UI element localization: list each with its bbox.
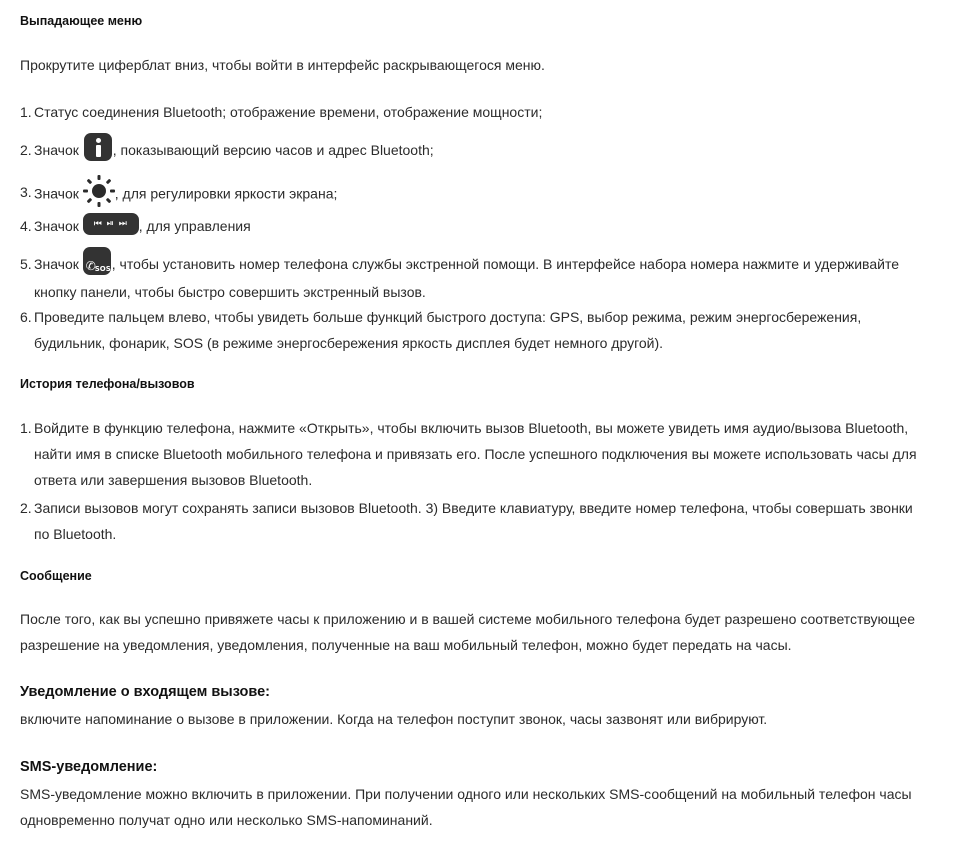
info-icon — [84, 133, 112, 161]
sos-phone-icon — [83, 247, 111, 275]
message-paragraph-line1: После того, как вы успешно привяжете часы к приложению и в вашей системе мобильного телефона будет разрешено соответствующее — [20, 611, 915, 627]
dropdown-intro: Прокрутите циферблат вниз, чтобы войти в интерфейс раскрывающегося меню. — [20, 57, 545, 73]
list-item — [20, 179, 965, 211]
list-text-line2: будильник, фонарик, SOS (в режиме энергосбережения яркость дисплея будет немного другой). — [34, 335, 664, 351]
list-number: 1. — [20, 104, 32, 120]
list-text-post: , для регулировки яркости экрана; — [114, 185, 338, 202]
list-text-pre: Значок — [34, 256, 79, 272]
list-item — [20, 137, 965, 165]
list-text-line2: по Bluetooth. — [34, 526, 117, 542]
list-number: 3. — [20, 184, 32, 200]
list-text-pre: Значок — [34, 218, 79, 234]
list-text-line3: ответа или завершения вызовов Bluetooth. — [34, 472, 313, 488]
list-text: Проведите пальцем влево, чтобы увидеть больше функций быстрого доступа: GPS, выбор режима, режим энергосбережения, — [34, 309, 862, 325]
list-item — [20, 495, 965, 547]
list-item — [20, 251, 965, 305]
sos-label: SOS — [94, 265, 111, 274]
list-text-post: , чтобы установить номер телефона службы экстренной помощи. В интерфейсе набора номера нажмите и удерживайте — [111, 256, 899, 272]
list-number: 2. — [20, 500, 32, 516]
list-text-pre: Значок — [34, 142, 79, 158]
section-title-dropdown-menu: Выпадающее меню — [20, 14, 143, 28]
list-number: 5. — [20, 256, 32, 272]
sms-paragraph-line2: одновременно получат одно или несколько SMS-напоминаний. — [20, 812, 433, 828]
list-text-line1: Записи вызовов могут сохранять записи вызовов Bluetooth. 3) Введите клавиатуру, введите номер телефона, чтобы совершать звонки — [34, 500, 913, 516]
media-controls-icon: ⏮ ⏯ ⏭ — [83, 213, 139, 235]
list-text-post: , показывающий версию часов и адрес Bluetooth; — [112, 142, 434, 158]
list-text: Статус соединения Bluetooth; отображение времени, отображение мощности; — [34, 104, 543, 120]
list-item — [20, 213, 965, 239]
phone-handset-icon: ✆ — [85, 259, 96, 274]
list-text-post: , для управления — [138, 218, 251, 234]
brightness-sun-icon — [83, 175, 115, 207]
list-text-line2: кнопку панели, чтобы быстро совершить экстренный вызов. — [34, 284, 426, 301]
list-number: 1. — [20, 420, 32, 436]
section-title-sms: SMS-уведомление: — [20, 759, 158, 775]
list-text-line2: найти имя в списке Bluetooth мобильного телефона и привязать его. После успешного подключения вы можете использовать часы для — [34, 446, 917, 462]
sms-paragraph-line1: SMS-уведомление можно включить в приложении. При получении одного или нескольких SMS-сообщений на мобильный телефон часы — [20, 786, 912, 802]
message-paragraph-line2: разрешение на уведомления, уведомления, полученные на ваш мобильный телефон, можно будет передать на часы. — [20, 637, 792, 653]
list-text-pre: Значок — [34, 185, 79, 202]
list-number: 6. — [20, 309, 32, 325]
incoming-call-text: включите напоминание о вызове в приложении. Когда на телефон поступит звонок, часы зазвонят или вибрируют. — [20, 711, 768, 727]
list-number: 2. — [20, 142, 32, 158]
section-title-message: Сообщение — [20, 569, 92, 583]
list-item — [20, 304, 965, 356]
list-text-line1: Войдите в функцию телефона, нажмите «Открыть», чтобы включить вызов Bluetooth, вы можете увидеть имя аудио/вызова Bluetooth, — [34, 420, 909, 436]
list-item — [20, 99, 965, 125]
section-title-call-history: История телефона/вызовов — [20, 377, 195, 391]
list-item — [20, 415, 965, 493]
list-number: 4. — [20, 218, 32, 234]
section-title-incoming-call: Уведомление о входящем вызове: — [20, 684, 271, 700]
